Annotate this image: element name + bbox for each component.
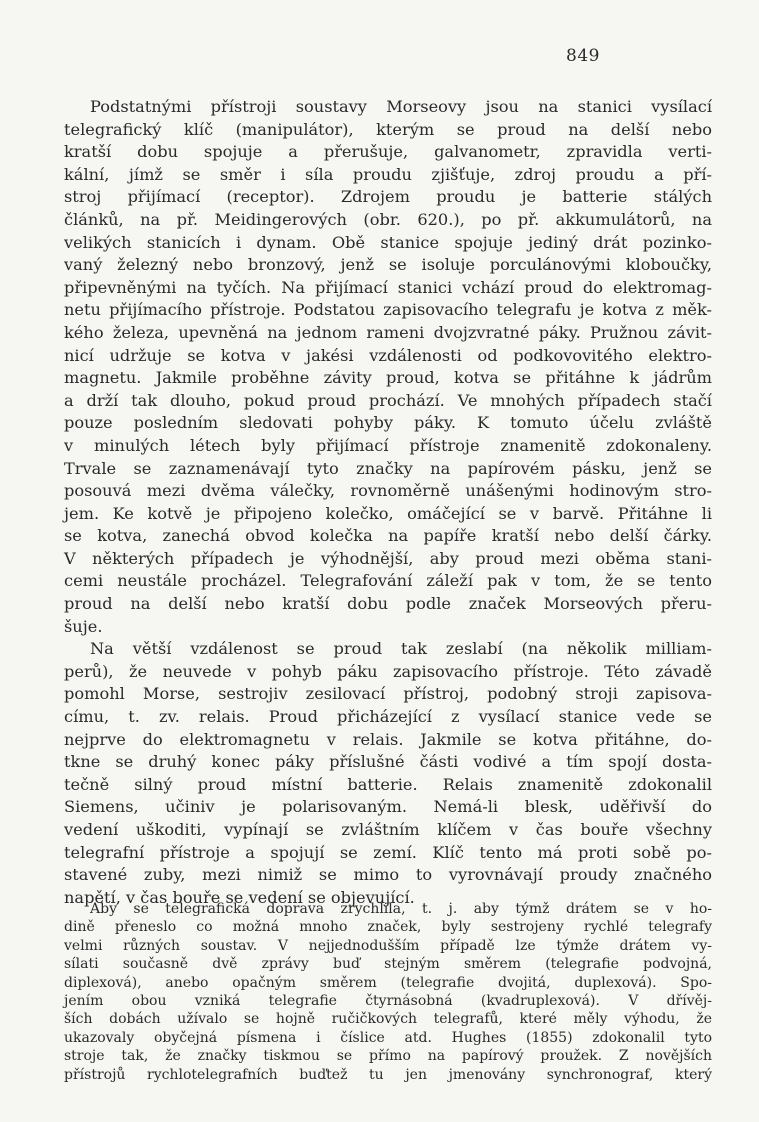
text-line: stroje tak, že značky tiskmou se přímo na papírový proužek. Z novějších (64, 1048, 712, 1065)
text-line: dině přeneslo co možná mnoho značek, byly sestrojeny rychlé telegrafy (64, 919, 712, 936)
text-line: jením obou vzniká telegrafie čtyrnásobná (kvadruplexová). V dřívěj- (64, 993, 712, 1010)
text-line: se kotva, zanechá obvod kolečka na papíře kratší nebo delší čárky. (64, 526, 712, 546)
text-line: proud na delší nebo kratší dobu podle značek Morseových přeru- (64, 594, 712, 614)
text-line: stroj přijímací (receptor). Zdrojem proudu je batterie stálých (64, 187, 712, 207)
text-line: címu, t. zv. relais. Proud přicházející z vysílací stanice vede se (64, 707, 712, 727)
text-line: magnetu. Jakmile proběhne závity proud, kotva se přitáhne k jádrům (64, 368, 712, 388)
text-line: připevněnými na tyčích. Na přijímací stanici vchází proud do elektromag- (64, 277, 712, 297)
text-line: sílati současně dvě zprávy buď stejným směrem (telegrafie podvojná, (64, 956, 712, 973)
text-line: velmi různých soustav. V nejjednodušším případě lze týmže drátem vy- (64, 937, 712, 954)
text-line: kého železa, upevněná na jednom rameni dvojzvratné páky. Pružnou závit- (64, 322, 712, 342)
text-line: Podstatnými přístroji soustavy Morseovy jsou na stanici vysílací (90, 97, 712, 116)
text-line: diplexová), anebo opačným směrem (telegrafie dvojitá, duplexová). Spo- (64, 974, 712, 991)
text-line: přístrojů rychlotelegrafních buďtež tu jen jmenovány synchronograf, který (64, 1066, 712, 1083)
text-line: kratší dobu spojuje a přerušuje, galvanometr, zpravidla verti- (64, 142, 712, 162)
text-line: posouvá mezi dvěma válečky, rovnoměrně unášenými hodinovým stro- (64, 481, 712, 501)
text-line: jem. Ke kotvě je připojeno kolečko, omáčející se v barvě. Přitáhne li (64, 503, 712, 523)
main-text (64, 96, 712, 909)
text-line: Aby se telegrafická doprava zrychlila, t. j. aby týmž drátem se v ho- (90, 901, 712, 917)
text-line: perů), že neuvede v pohyb páku zapisovacího přístroje. Této závadě (64, 661, 712, 681)
small-print-note (64, 900, 712, 1084)
text-line: netu přijímacího přístroje. Podstatou zapisovacího telegrafu je kotva z měk- (64, 300, 712, 320)
text-line: a drží tak dlouho, pokud proud prochází. Ve mnohých případech stačí (64, 390, 712, 410)
text-line: kální, jímž se směr i síla proudu zjišťuje, zdroj proudu a pří- (64, 164, 712, 184)
text-line: stavené zuby, mezi nimiž se mimo to vyrovnávají proudy značného (64, 865, 712, 885)
text-line: napětí, v čas bouře se vedení se objevující. (64, 887, 415, 907)
text-line: cemi neustále procházel. Telegrafování záleží pak v tom, že se tento (64, 571, 712, 591)
text-line: Na větší vzdálenost se proud tak zeslabí (na několik milliam- (90, 639, 712, 659)
text-line: nejprve do elektromagnetu v relais. Jakmile se kotva přitáhne, do- (64, 729, 712, 749)
text-line: šuje. (64, 616, 103, 636)
text-line: pouze posledním sledovati pohyby páky. K tomuto účelu zvláště (64, 413, 712, 433)
text-line: v minulých létech byly přijímací přístroje znamenitě zdokonaleny. (64, 435, 712, 455)
note-paragraph (64, 900, 712, 1084)
text-line: Trvale se zaznamenávají tyto značky na papírovém pásku, jenž se (64, 458, 712, 478)
paragraph-2 (64, 638, 712, 909)
text-line: vaný železný nebo bronzový, jenž se isoluje porculánovými kloboučky, (64, 255, 712, 275)
text-line: pomohl Morse, sestrojiv zesilovací přístroj, podobný stroji zapisova- (64, 684, 712, 704)
paragraph-1 (64, 96, 712, 638)
text-line: ukazovaly obyčejná písmena i číslice atd. Hughes (1855) zdokonalil tyto (64, 1029, 712, 1046)
text-line: telegrafní přístroje a spojují se zemí. Klíč tento má proti sobě po- (64, 842, 712, 862)
page-number: 849 (566, 46, 600, 66)
text-line: tkne se druhý konec páky příslušné části vodivé a tím spojí dosta- (64, 752, 712, 772)
text-line: telegrafický klíč (manipulátor), kterým se proud na delší nebo (64, 119, 712, 139)
text-line: velikých stanicích i dynam. Obě stanice spojuje jediný drát pozinko- (64, 232, 712, 252)
text-line: ších dobách užívalo se hojně ručičkových telegrafů, které měly výhodu, že (64, 1011, 712, 1028)
text-line: článků, na př. Meidingerových (obr. 620.), po př. akkumulátorů, na (64, 209, 712, 229)
text-line: V některých případech je výhodnější, aby proud mezi oběma stani- (64, 548, 712, 568)
text-line: tečně silný proud místní batterie. Relais znamenitě zdokonalil (64, 774, 712, 794)
text-line: Siemens, učiniv je polarisovaným. Nemá-li blesk, uděřivší do (64, 797, 712, 817)
text-line: vedení uškoditi, vypínají se zvláštním klíčem v čas bouře všechny (64, 820, 712, 839)
text-line: nicí udržuje se kotva v jakési vzdálenosti od podkovovitého elektro- (64, 345, 712, 365)
